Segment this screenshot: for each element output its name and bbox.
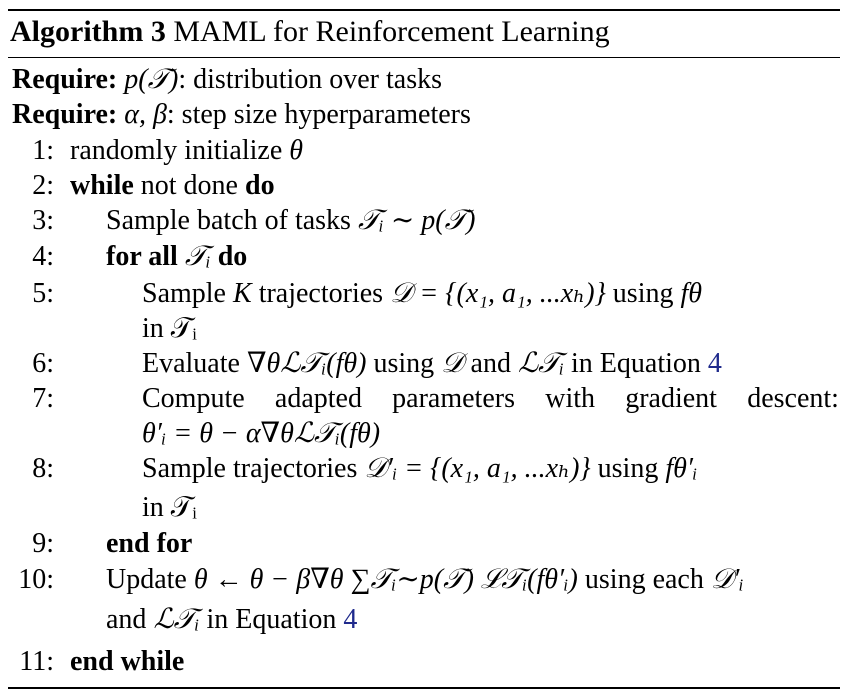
require-math: p(𝒯) [124, 64, 179, 95]
algo-line-7 [142, 382, 839, 416]
line-word: adapted [274, 383, 362, 414]
algo-line-11: end while [70, 646, 185, 677]
line-number: 8: [32, 453, 54, 484]
line-number: 9: [32, 528, 54, 559]
line-math: 𝒟 [441, 348, 464, 379]
line-text: and [106, 604, 154, 635]
line-math: ∇θℒ𝒯ᵢ(fθ) [246, 348, 367, 379]
line-number: 6: [32, 348, 54, 379]
line-text: Sample batch of tasks [106, 205, 358, 236]
title-rule [8, 57, 840, 58]
algorithm-name: MAML for Reinforcement Learning [173, 15, 610, 48]
line-word: descent: [747, 383, 839, 414]
algo-line-6 [142, 347, 722, 381]
line-math: fθ′ᵢ [665, 453, 698, 484]
algo-line-1 [70, 134, 303, 168]
line-word: Compute [142, 383, 245, 414]
line-math: K [233, 278, 252, 309]
line-word: gradient [625, 383, 717, 414]
algo-line-5-cont: in 𝒯ᵢ [142, 313, 197, 344]
algo-line-7-cont: θ′ᵢ = θ − α∇θℒ𝒯ᵢ(fθ) [142, 418, 381, 449]
line-text: Sample trajectories [142, 453, 365, 484]
line-text: in Equation [564, 348, 708, 379]
algo-line-5 [142, 277, 702, 311]
top-rule [8, 9, 840, 11]
line-text: in Equation [199, 604, 344, 635]
line-word: parameters [392, 383, 515, 414]
line-math: 𝒯ᵢ ∼ p(𝒯) [357, 205, 476, 236]
line-keyword: do [217, 241, 248, 272]
algo-line-3 [106, 204, 475, 238]
require-text: : step size hyperparameters [166, 99, 471, 130]
line-text: using [590, 453, 666, 484]
line-text: not done [133, 170, 245, 201]
algo-line-9: end for [106, 528, 193, 559]
algorithm-title [10, 12, 610, 52]
line-keyword: while [70, 170, 134, 201]
line-number: 2: [32, 170, 54, 201]
line-number: 3: [32, 205, 54, 236]
line-number: 4: [32, 241, 54, 272]
algo-line-4 [106, 240, 247, 274]
bottom-rule [8, 687, 840, 689]
line-text: Evaluate [142, 348, 247, 379]
line-math: 𝒟′ᵢ = {(x₁, a₁, ...xₕ)} [364, 453, 591, 484]
algo-line-8 [142, 452, 697, 486]
line-math: 𝒟 = {(x₁, a₁, ...xₕ)} [390, 278, 606, 309]
line-word: with [545, 383, 595, 414]
line-math: θ [289, 135, 304, 166]
line-math: fθ [680, 278, 703, 309]
line-text: using [366, 348, 442, 379]
require-line-1 [12, 63, 442, 97]
line-number: 11: [19, 646, 54, 677]
algo-line-10-cont [106, 603, 357, 637]
require-text: : distribution over tasks [178, 64, 443, 95]
line-text: using [605, 278, 681, 309]
algo-line-2 [70, 169, 275, 203]
line-math: θ ← θ − β∇θ ∑𝒯ᵢ∼p(𝒯) ℒ𝒯ᵢ(fθ′ᵢ) [193, 564, 578, 595]
line-keyword: do [245, 170, 275, 201]
line-text: Update [106, 564, 194, 595]
algo-line-10 [106, 563, 744, 597]
line-math: 𝒯ᵢ [177, 241, 218, 272]
algorithm-label: Algorithm 3 [10, 15, 166, 48]
require-keyword: Require: [12, 64, 118, 95]
line-text: Sample [142, 278, 233, 309]
line-math: 𝒟′ᵢ [710, 564, 744, 595]
line-math: ℒ𝒯ᵢ [153, 604, 200, 635]
line-number: 1: [32, 135, 54, 166]
require-keyword: Require: [12, 99, 118, 130]
line-text: randomly initialize [70, 135, 290, 166]
line-math: ℒ𝒯ᵢ [517, 348, 565, 379]
line-text: and [463, 348, 518, 379]
line-text: using each [577, 564, 711, 595]
line-text: trajectories [251, 278, 391, 309]
require-math: α, β [124, 99, 167, 130]
line-number: 7: [32, 383, 54, 414]
equation-ref-link[interactable]: 4 [707, 348, 722, 379]
algo-line-8-cont: in 𝒯ᵢ [142, 492, 197, 523]
line-number: 10: [18, 564, 54, 595]
require-line-2 [12, 98, 471, 132]
line-keyword: for all [106, 241, 178, 272]
line-number: 5: [32, 278, 54, 309]
equation-ref-link[interactable]: 4 [343, 604, 358, 635]
